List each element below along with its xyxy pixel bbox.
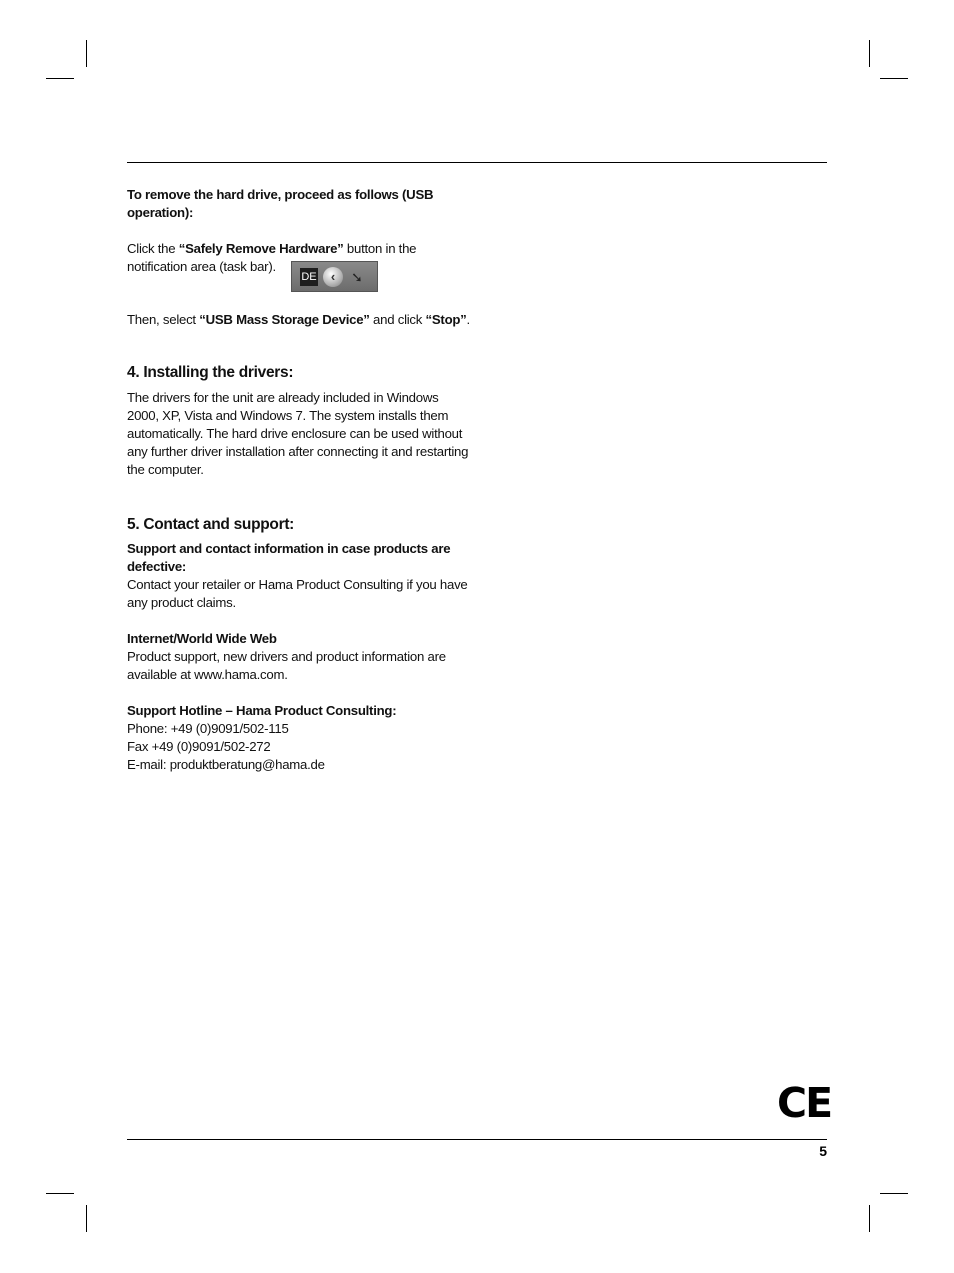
step-select-device bbox=[127, 311, 472, 329]
step2-bold-stop: “Stop” bbox=[425, 312, 467, 327]
safely-remove-hardware-icon: ➘ bbox=[351, 269, 363, 285]
crop-mark bbox=[880, 78, 908, 79]
section4-title: 4. Installing the drivers: bbox=[127, 364, 294, 381]
crop-mark bbox=[869, 40, 870, 67]
hotline-phone: Phone: +49 (0)9091/502-115 bbox=[127, 721, 289, 736]
header-rule bbox=[127, 162, 827, 163]
web-heading: Internet/World Wide Web bbox=[127, 631, 277, 646]
crop-mark bbox=[46, 78, 74, 79]
footer-rule bbox=[127, 1139, 827, 1140]
crop-mark bbox=[869, 1205, 870, 1232]
taskbar-tray-image bbox=[291, 261, 378, 292]
step-safely-remove bbox=[127, 240, 437, 276]
step2-text: Then, select bbox=[127, 312, 200, 327]
support-body: Contact your retailer or Hama Product Consulting if you have any product claims. bbox=[127, 577, 468, 610]
crop-mark bbox=[46, 1193, 74, 1194]
chevron-left-icon: ‹ bbox=[323, 267, 343, 287]
step1-text-end: button in the notification area (task bar). bbox=[127, 241, 417, 274]
web-body: Product support, new drivers and product information are available at www.hama.com. bbox=[127, 649, 446, 682]
hotline-fax: Fax +49 (0)9091/502-272 bbox=[127, 739, 271, 754]
step1-bold: “Safely Remove Hardware” bbox=[178, 241, 344, 256]
section4-body: The drivers for the unit are already included in Windows 2000, XP, Vista and Windows 7. The system installs them automatically. The hard drive enclosure can be used without any further driver installation after connecting it and restarting the computer. bbox=[127, 390, 469, 477]
page-number: 5 bbox=[819, 1143, 827, 1159]
remove-heading: To remove the hard drive, proceed as follows (USB operation): bbox=[127, 187, 434, 220]
crop-mark bbox=[880, 1193, 908, 1194]
crop-mark bbox=[86, 40, 87, 67]
crop-mark bbox=[86, 1205, 87, 1232]
support-heading: Support and contact information in case products are defective: bbox=[127, 541, 451, 574]
hotline-heading: Support Hotline – Hama Product Consulting: bbox=[127, 703, 397, 718]
hotline-email: E-mail: produktberatung@hama.de bbox=[127, 757, 325, 772]
ce-mark-icon: CE bbox=[777, 1079, 832, 1127]
section5-title: 5. Contact and support: bbox=[127, 516, 295, 533]
step2-text-mid: and click bbox=[369, 312, 426, 327]
language-indicator: DE bbox=[300, 268, 318, 286]
step2-bold-device: “USB Mass Storage Device” bbox=[199, 312, 370, 327]
step2-text-end: . bbox=[466, 312, 470, 327]
step1-text: Click the bbox=[127, 241, 179, 256]
